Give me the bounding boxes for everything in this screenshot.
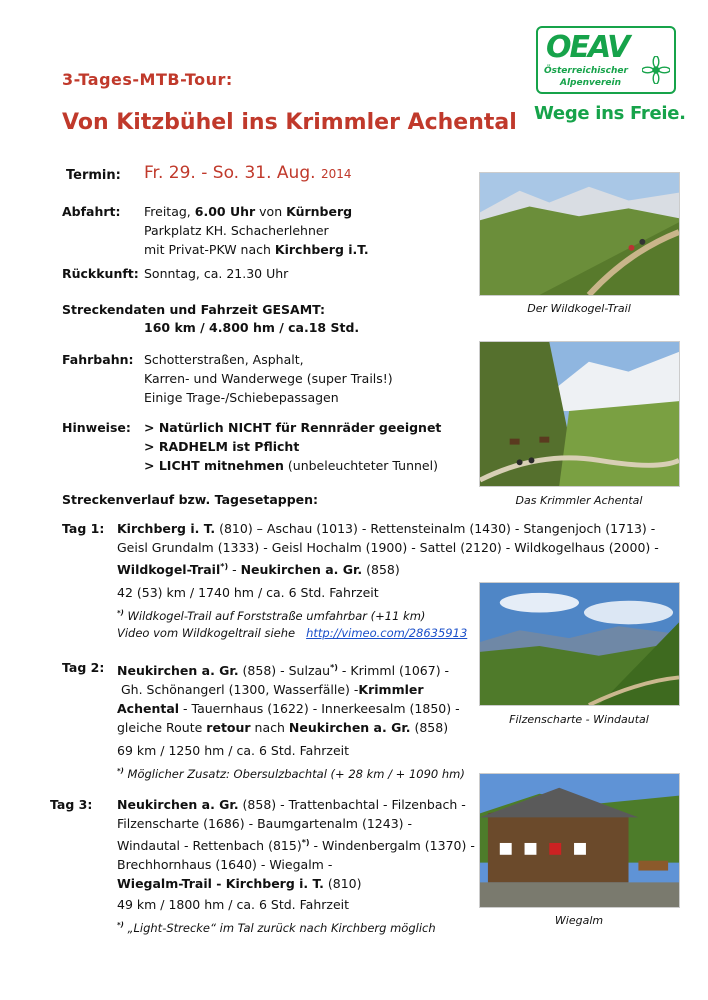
tag1-route1: (810) – Aschau (1013) - Rettensteinalm (1430) - Stangenjoch (1713) - <box>215 521 656 536</box>
tag3-route1: (858) - Trattenbachtal - Filzenbach - <box>238 797 466 812</box>
abfahrt-parkplatz: Parkplatz KH. Schacherlehner <box>144 223 329 238</box>
termin-date-end: So. 31. Aug. <box>212 163 316 183</box>
tag2-footnote-mark: *) <box>330 663 338 672</box>
hinweis-radhelm: > RADHELM ist Pflicht <box>144 439 300 454</box>
oeav-slogan: Wege ins Freie. <box>534 103 686 124</box>
fahrbahn-line: Einige Trage-/Schiebepassagen <box>144 390 339 405</box>
termin-label: Termin: <box>66 168 121 183</box>
tag1-end-alt: (858) <box>362 562 400 578</box>
tag3-start: Neukirchen a. Gr. <box>117 797 239 812</box>
tag3-note-mark: *) <box>117 921 124 930</box>
tag2-note: Möglicher Zusatz: Obersulzbachtal (+ 28 km / + 1090 hm) <box>123 766 465 781</box>
oeav-org-line2: Alpenverein <box>560 78 622 88</box>
tag3-route3b: - Windenbergalm (1370) - <box>309 838 475 854</box>
abfahrt-pkw: mit Privat-PKW nach <box>144 242 275 257</box>
tag2-achental: Achental <box>117 701 180 717</box>
tag3-note: „Light-Strecke“ im Tal zurück nach Kirchberg möglich <box>123 920 436 935</box>
video-link[interactable]: http://vimeo.com/28635913 <box>306 625 468 640</box>
caption-wildkogel: Der Wildkogel-Trail <box>527 302 631 315</box>
strecke-heading: Streckendaten und Fahrzeit GESAMT: <box>62 302 325 317</box>
caption-achental: Das Krimmler Achental <box>515 494 643 507</box>
caption-filzenscharte: Filzenscharte - Windautal <box>509 713 649 726</box>
abfahrt-time: 6.00 Uhr <box>194 204 256 219</box>
abfahrt-place: Kürnberg <box>286 204 353 219</box>
tag3-end-alt: (810) <box>323 876 362 892</box>
tag3-stats: 49 km / 1800 hm / ca. 6 Std. Fahrzeit <box>117 897 350 913</box>
edelweiss-icon <box>642 56 670 84</box>
tag2-end-alt: (858) <box>410 720 449 736</box>
tag3-block <box>117 795 475 938</box>
hinweis-licht: > LICHT mitnehmen <box>144 458 284 473</box>
tag3-route2: Filzenscharte (1686) - Baumgartenalm (1243) - <box>117 816 413 831</box>
tag1-note: Wildkogel-Trail auf Forststraße umfahrbar (+11 km) <box>123 608 426 623</box>
tag2-nach: nach <box>250 720 289 736</box>
tag3-label: Tag 3: <box>50 797 93 812</box>
tag3-trail: Wiegalm-Trail - Kirchberg i. T. <box>117 876 324 892</box>
tag1-route2: Geisl Grundalm (1333) - Geisl Hochalm (1900) - Sattel (2120) - Wildkogelhaus (2000) - <box>117 540 659 555</box>
termin-date-start: Fr. 29. <box>144 163 196 183</box>
verlauf-heading: Streckenverlauf bzw. Tagesetappen: <box>62 492 319 507</box>
abfahrt-destination: Kirchberg i.T. <box>274 242 369 257</box>
photo-filzenscharte <box>479 582 680 706</box>
termin-value <box>144 164 351 184</box>
tag2-return: gleiche Route <box>117 720 207 736</box>
hinweis-rennrad: > Natürlich NICHT für Rennräder geeignet <box>144 420 442 435</box>
abfahrt-day: Freitag, <box>144 204 195 219</box>
tag1-end: Neukirchen a. Gr. <box>240 562 363 578</box>
tag1-label: Tag 1: <box>62 521 105 536</box>
tag1-sep: - <box>228 562 241 578</box>
tag1-trail: Wildkogel-Trail <box>117 562 221 578</box>
tag3-route4: Brechhornhaus (1640) - Wiegalm - <box>117 857 333 873</box>
tag2-stats: 69 km / 1250 hm / ca. 6 Std. Fahrzeit <box>117 743 350 759</box>
hinweis-tunnel: (unbeleuchteter Tunnel) <box>283 458 438 473</box>
rueckkunft-value: Sonntag, ca. 21.30 Uhr <box>144 266 289 281</box>
termin-year: 2014 <box>320 167 352 181</box>
fahrbahn-line: Karren- und Wanderwege (super Trails!) <box>144 371 393 386</box>
fahrbahn-line: Schotterstraßen, Asphalt, <box>144 352 304 367</box>
tag2-route1b: - Krimml (1067) - <box>337 663 450 679</box>
page-title: Von Kitzbühel ins Krimmler Achental <box>62 110 517 135</box>
tag1-note-mark: *) <box>117 609 124 618</box>
tag2-block <box>117 658 465 784</box>
tag1-stats: 42 (53) km / 1740 hm / ca. 6 Std. Fahrzeit <box>117 585 379 601</box>
tag2-route3: - Tauernhaus (1622) - Innerkeesalm (1850) - <box>179 701 460 717</box>
oeav-logo-mark: OEAV <box>546 30 629 65</box>
abfahrt-label: Abfahrt: <box>62 204 121 219</box>
tag1-footnote-mark: *) <box>220 562 229 571</box>
caption-wiegalm: Wiegalm <box>554 914 604 927</box>
tag2-note-mark: *) <box>117 767 124 776</box>
tag2-krimmler: Krimmler <box>358 682 424 698</box>
oeav-org-line1: Österreichischer <box>544 66 628 76</box>
tag1-start: Kirchberg i. T. <box>117 521 216 536</box>
photo-wildkogel-trail <box>479 172 680 296</box>
fahrbahn-label: Fahrbahn: <box>62 352 134 367</box>
tag2-route1: (858) - Sulzau <box>238 663 331 679</box>
abfahrt-block <box>144 202 369 259</box>
fahrbahn-list <box>144 350 393 407</box>
tag3-footnote-mark: *) <box>301 838 310 847</box>
tag3-route3: Windautal - Rettenbach (815) <box>117 838 302 854</box>
strecke-total: 160 km / 4.800 hm / ca.18 Std. <box>144 320 360 335</box>
tour-subtitle: 3-Tages-MTB-Tour: <box>62 70 233 89</box>
photo-krimmler-achental <box>479 341 680 487</box>
hinweise-label: Hinweise: <box>62 420 131 435</box>
termin-sep: - <box>195 163 213 183</box>
rueckkunft-label: Rückkunft: <box>62 266 139 281</box>
tag1-video-text: Video vom Wildkogeltrail siehe <box>117 625 296 640</box>
tag2-retour: retour <box>206 720 251 736</box>
abfahrt-von: von <box>255 204 287 219</box>
tag2-route2: Gh. Schönangerl (1300, Wasserfälle) - <box>120 682 359 698</box>
tag2-end: Neukirchen a. Gr. <box>288 720 411 736</box>
tag2-start: Neukirchen a. Gr. <box>117 663 239 679</box>
tag2-label: Tag 2: <box>62 660 105 675</box>
oeav-logo <box>536 26 676 94</box>
photo-wiegalm <box>479 773 680 908</box>
hinweise-list <box>144 418 441 475</box>
